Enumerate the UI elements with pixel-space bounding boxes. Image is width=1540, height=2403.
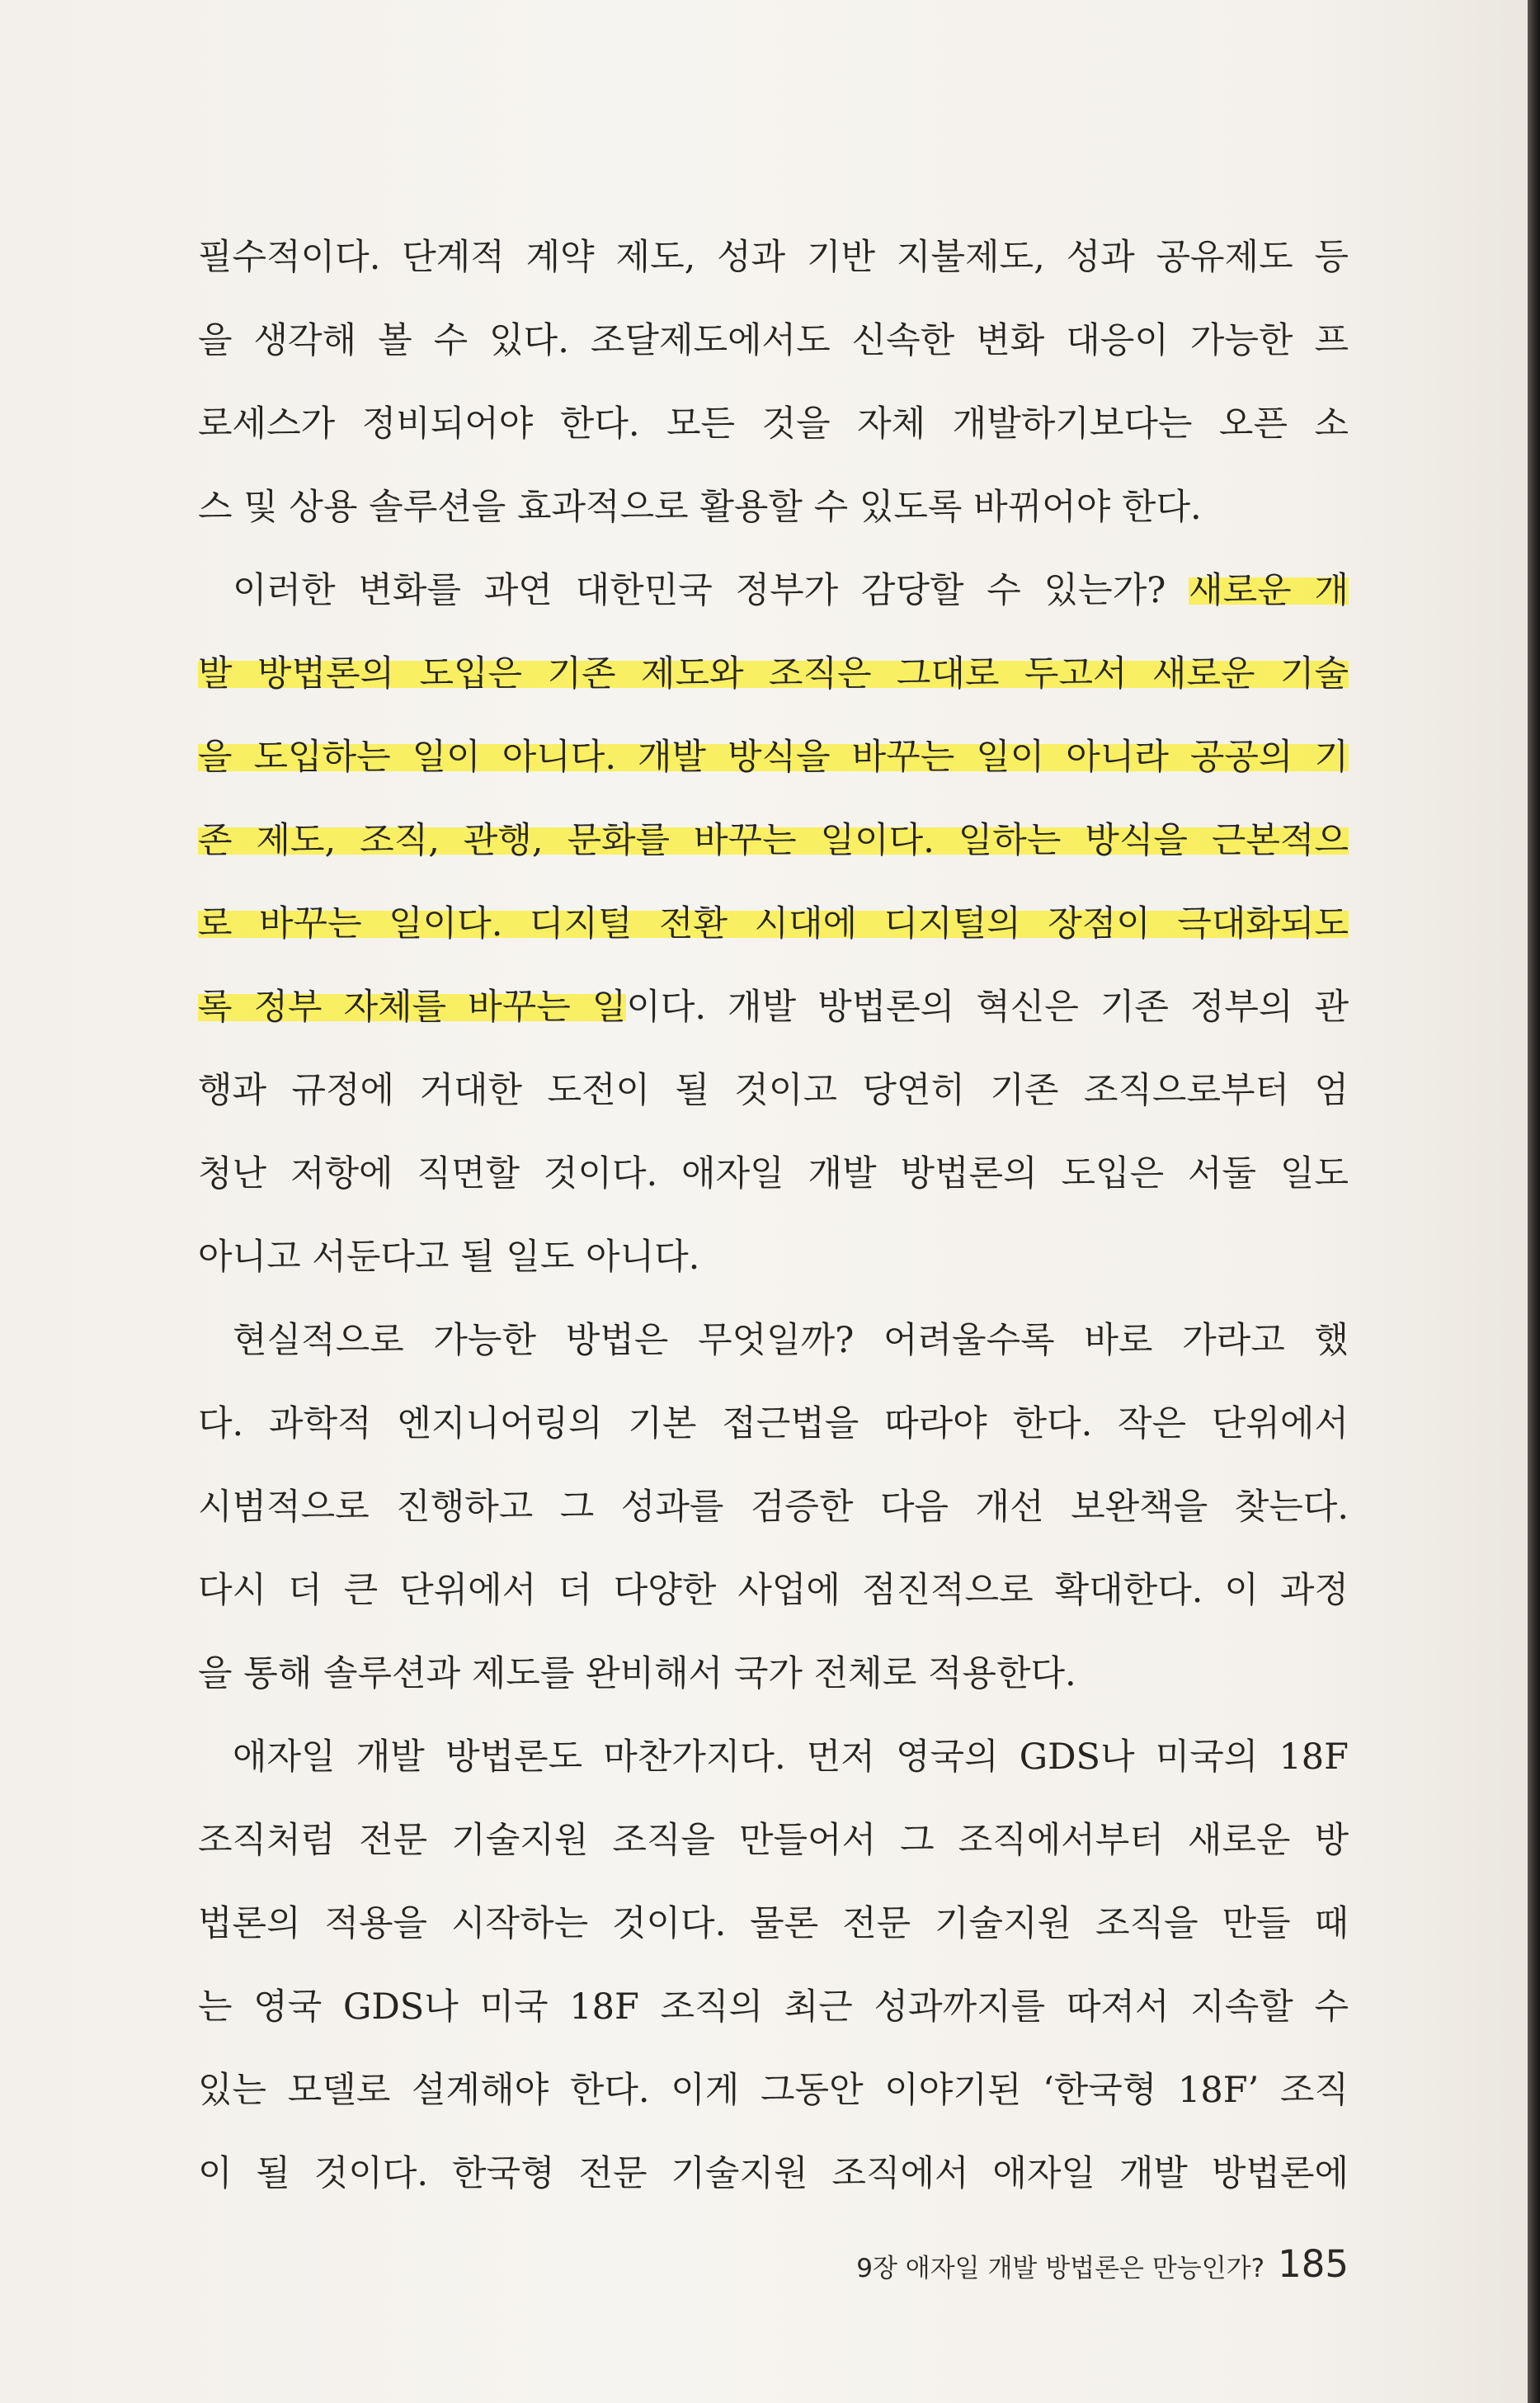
highlighted-text: 로 바꾸는 일이다. 디지털 전환 시대에 디지털의 장점이 극대화되도 [198, 903, 1349, 945]
text-line [198, 799, 1349, 883]
text-line: 시범적으로 진행하고 그 성과를 검증한 다음 개선 보완책을 찾는다. [198, 1487, 1349, 1528]
text-line: 다. 과학적 엔지니어링의 기본 접근법을 따라야 한다. 작은 단위에서 [198, 1403, 1349, 1444]
body-text [198, 216, 1349, 2216]
text-line [198, 883, 1349, 966]
text-line [198, 549, 1349, 633]
text-line: 법론의 적용을 시작하는 것이다. 물론 전문 기술지원 조직을 만들 때 [198, 1903, 1349, 1944]
text-line: 로세스가 정비되어야 한다. 모든 것을 자체 개발하기보다는 오픈 소 [198, 403, 1349, 445]
text-line: 는 영국 GDS나 미국 18F 조직의 최근 성과까지를 따져서 지속할 수 [198, 1986, 1349, 2028]
highlighted-text: 발 방법론의 도입은 기존 제도와 조직은 그대로 두고서 새로운 기술 [198, 653, 1349, 695]
highlighted-text: 록 정부 자체를 바꾸는 일 [198, 987, 627, 1028]
text-line [198, 633, 1349, 716]
text-line: 을 통해 솔루션과 제도를 완비해서 국가 전체로 적용한다. [198, 1653, 1076, 1694]
page-footer [755, 2242, 1349, 2286]
text-line: 다시 더 큰 단위에서 더 다양한 사업에 점진적으로 확대한다. 이 과정 [198, 1570, 1349, 1611]
text-line: 애자일 개발 방법론도 마찬가지다. 먼저 영국의 GDS나 미국의 18F [233, 1736, 1349, 1778]
highlighted-text: 을 도입하는 일이 아니다. 개발 방식을 바꾸는 일이 아니라 공공의 기 [198, 737, 1349, 778]
text-line: 필수적이다. 단계적 계약 제도, 성과 기반 지불제도, 성과 공유제도 등 [198, 237, 1349, 278]
plain-text: 이다. 개발 방법론의 혁신은 기존 정부의 관 [626, 987, 1349, 1028]
text-line [198, 966, 1349, 1049]
page-number: 185 [1278, 2242, 1349, 2286]
text-line: 행과 규정에 거대한 도전이 될 것이고 당연히 기존 조직으로부터 엄 [198, 1070, 1349, 1111]
text-line: 현실적으로 가능한 방법은 무엇일까? 어려울수록 바로 가라고 했 [233, 1320, 1349, 1361]
chapter-title: 9장 애자일 개발 방법론은 만능인가? [856, 2254, 1265, 2283]
highlighted-text: 새로운 개 [1189, 570, 1349, 611]
text-line: 스 및 상용 솔루션을 효과적으로 활용할 수 있도록 바뀌어야 한다. [198, 487, 1202, 528]
plain-text: 이러한 변화를 과연 대한민국 정부가 감당할 수 있는가? [233, 570, 1166, 611]
text-line [198, 716, 1349, 799]
text-line: 아니고 서둔다고 될 일도 아니다. [198, 1237, 700, 1278]
text-line: 을 생각해 볼 수 있다. 조달제도에서도 신속한 변화 대응이 가능한 프 [198, 320, 1349, 361]
text-line: 있는 모델로 설계해야 한다. 이게 그동안 이야기된 ‘한국형 18F’ 조직 [198, 2070, 1349, 2111]
text-line: 청난 저항에 직면할 것이다. 애자일 개발 방법론의 도입은 서둘 일도 [198, 1153, 1349, 1194]
text-line: 이 될 것이다. 한국형 전문 기술지원 조직에서 애자일 개발 방법론에 [198, 2153, 1349, 2194]
page-edge-shadow [1528, 0, 1540, 2403]
text-line: 조직처럼 전문 기술지원 조직을 만들어서 그 조직에서부터 새로운 방 [198, 1820, 1349, 1861]
highlighted-text: 존 제도, 조직, 관행, 문화를 바꾸는 일이다. 일하는 방식을 근본적으 [198, 820, 1349, 861]
